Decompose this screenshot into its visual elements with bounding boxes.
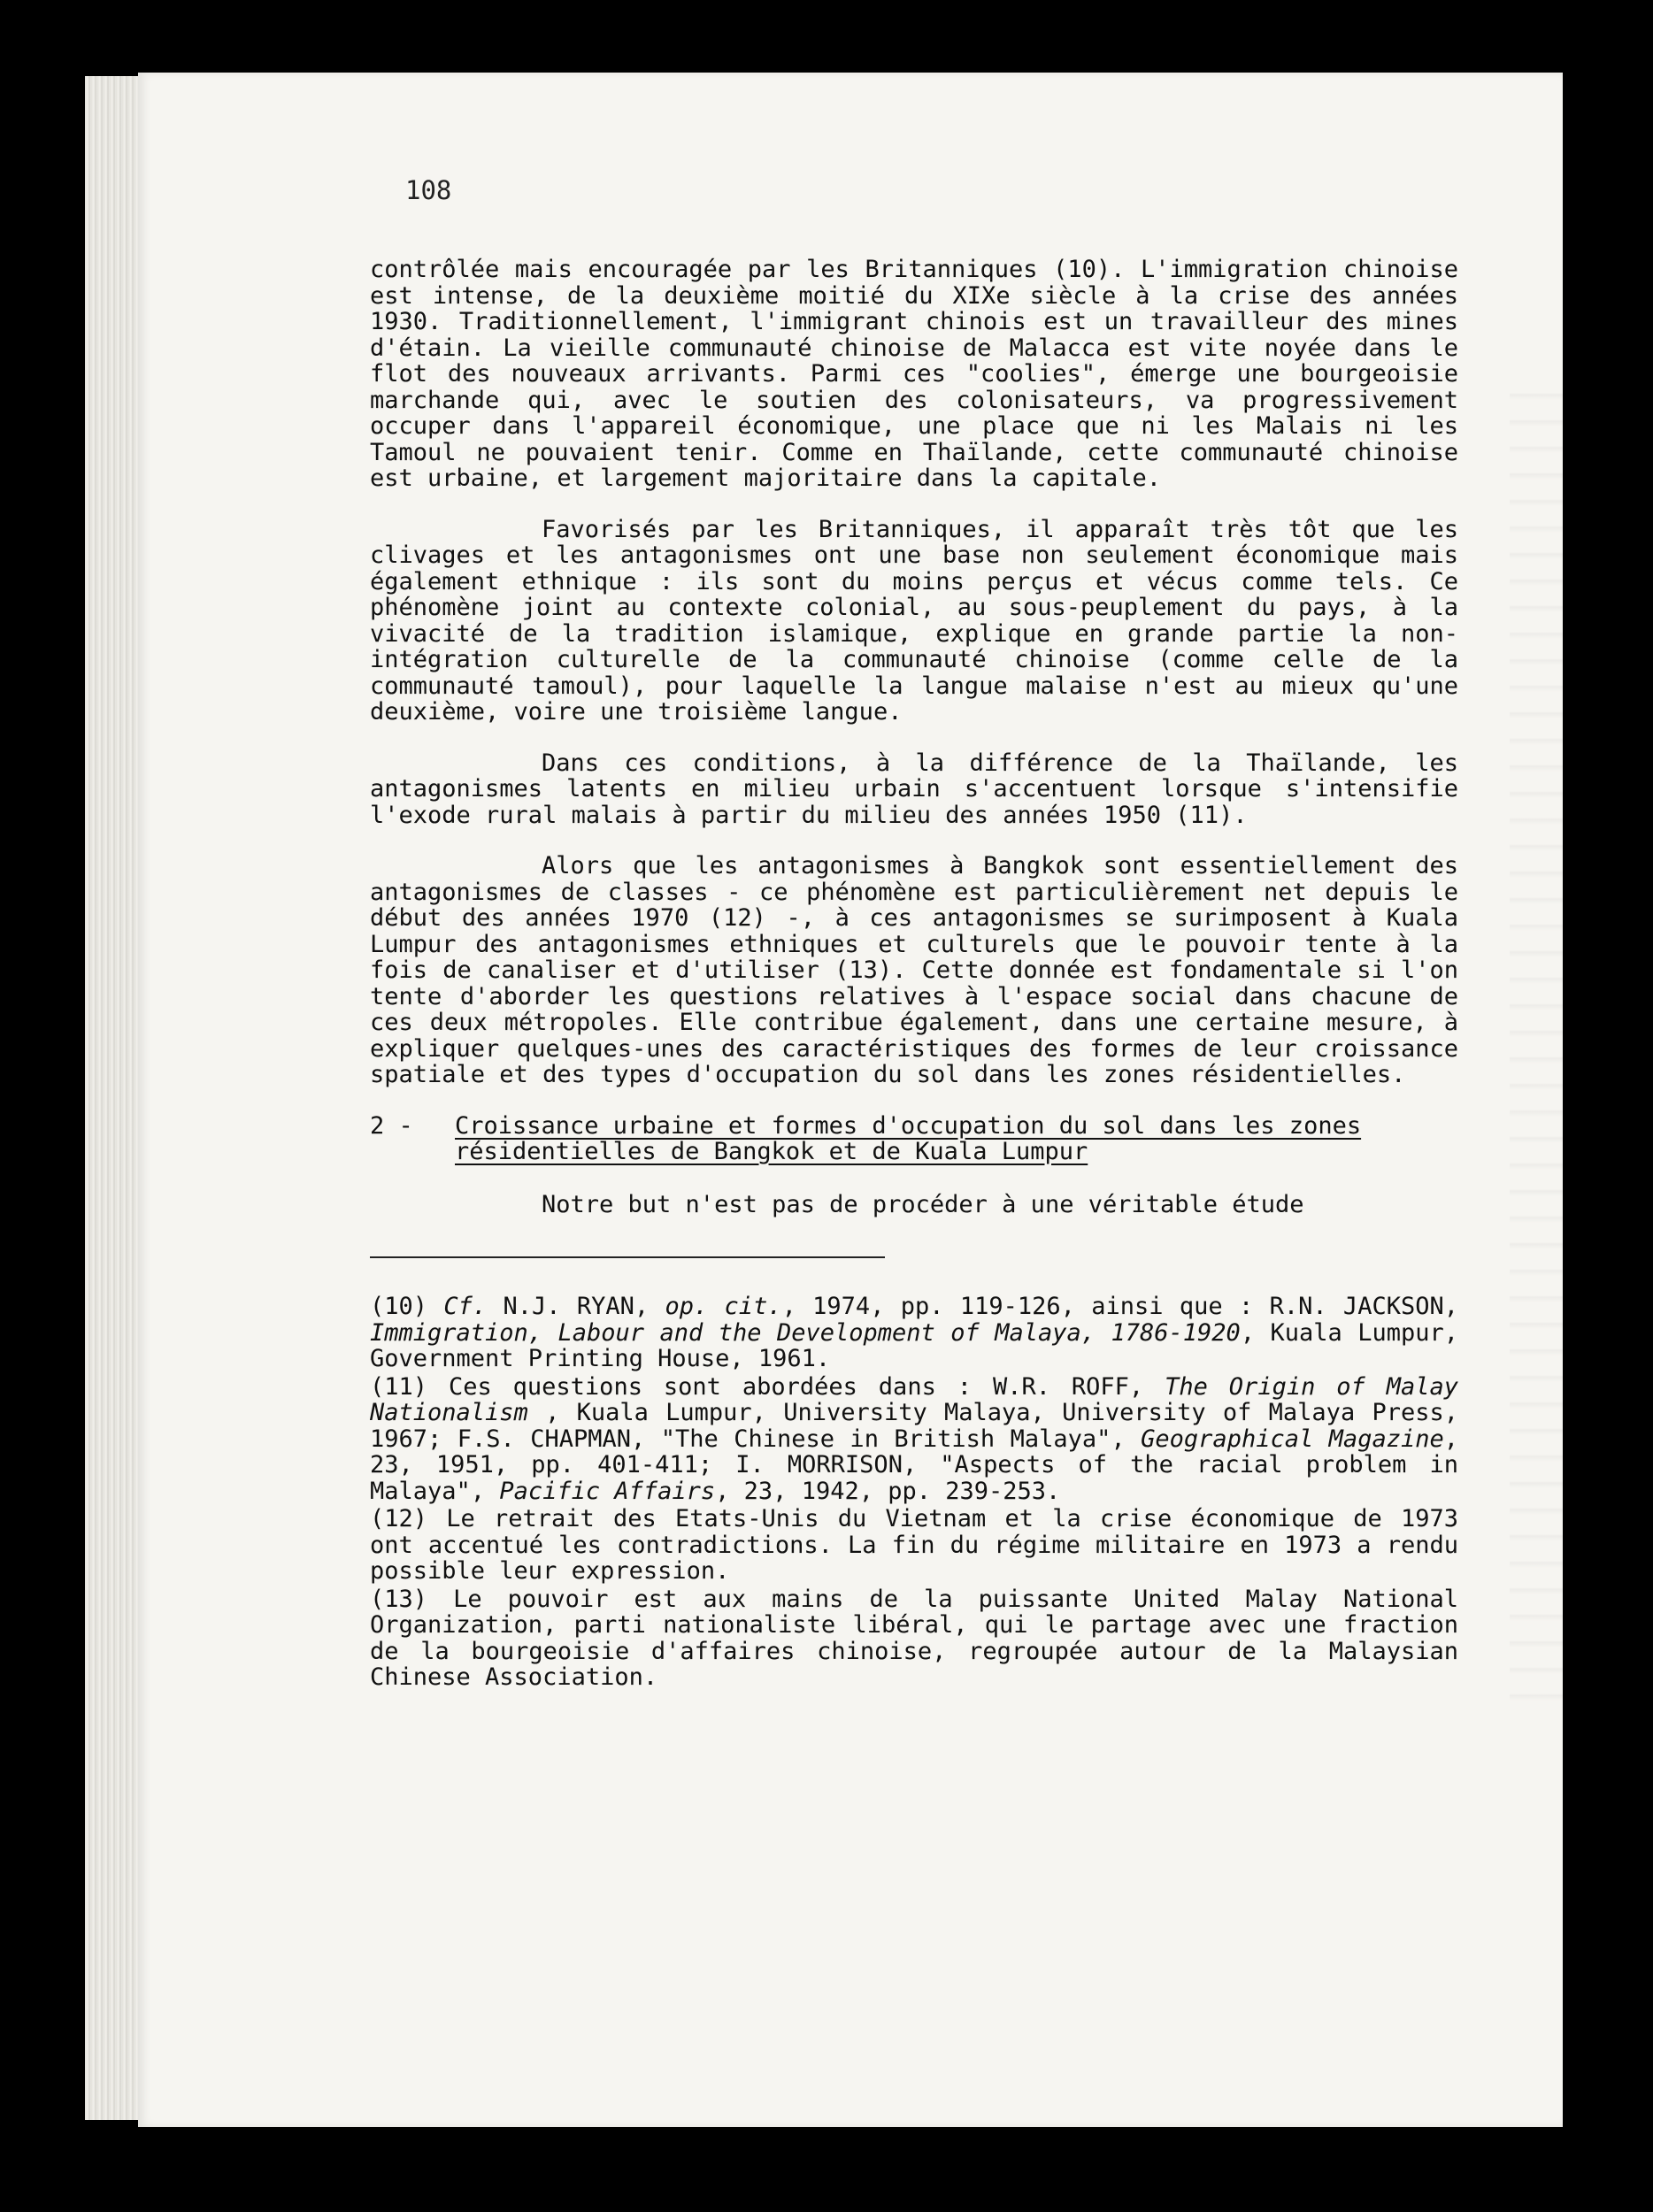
- footnote-10-cf: Cf.: [443, 1293, 488, 1320]
- paragraph-1: contrôlée mais encouragée par les Britanniques (10). L'immigration chinoise est intense, de la deuxième moitié du XIXe siècle à la crise des années 1930. Traditionnellement, l'immigrant chinois est un travailleur des mines d'étain. La vieille communauté chinoise de Malacca est vite noyée dans le flot des nouveaux arrivants. Parmi ces "coolies", émerge une bourgeoisie marchande qui, avec le soutien des colonisateurs, va progressivement occuper dans l'appareil économique, une place que ni les Malais ni les Tamoul ne pouvaient tenir. Comme en Thaïlande, cette communauté chinoise est urbaine, et largement majoritaire dans la capitale.: [370, 256, 1458, 492]
- paragraph-2: Favorisés par les Britanniques, il apparaît très tôt que les clivages et les antagonismes ont une base non seulement économique mais également ethnique : ils sont du moins perçus et vécus comme tels. Ce phénomène joint au contexte colonial, au sous-peuplement du pays, à la vivacité de la tradition islamique, explique en grande partie la non-intégration culturelle de la communauté chinoise (comme celle de la communauté tamoul), pour laquelle la langue malaise n'est au mieux qu'une deuxième, voire une troisième langue.: [370, 515, 1458, 726]
- page-number: 108: [405, 175, 452, 205]
- footnote-13: (13) Le pouvoir est aux mains de la puissante United Malay National Organization, parti nationaliste libéral, qui le partage avec une fraction de la bourgeoisie d'affaires chinoise, regroupée autour de la Malaysian Chinese Association.: [370, 1585, 1458, 1691]
- footnote-11-ref: , 23, 1951, pp. 401-411; I. MORRISON, "Aspects of the racial problem in Malaya",: [370, 1425, 1458, 1505]
- page-stack-edge: [85, 76, 145, 2120]
- footnote-10-author: N.J. RYAN,: [487, 1293, 665, 1320]
- bleed-through-shadow: [1510, 373, 1642, 1701]
- footnote-10-book-title: Immigration, Labour and the Development of Malaya, 1786-1920: [370, 1318, 1241, 1347]
- footnote-11-pages: , 23, 1942, pp. 239-253.: [715, 1477, 1061, 1505]
- paragraph-3: Dans ces conditions, à la différence de la Thaïlande, les antagonismes latents en milieu urbain s'accentuent lorsque s'intensifie l'exode rural malais à partir du milieu des années 1950 (11).: [370, 749, 1458, 829]
- footnote-10-pages: , 1974, pp. 119-126, ainsi que : R.N. JACKSON,: [781, 1293, 1458, 1320]
- footnote-10-opcit: op. cit.: [665, 1293, 782, 1320]
- footnote-separator: [370, 1256, 885, 1258]
- footnote-11-book-title: The Origin of Malay Nationalism: [370, 1372, 1458, 1426]
- footnote-11-journal-2: Pacific Affairs: [499, 1477, 716, 1505]
- footnote-10: [370, 1294, 1458, 1372]
- footnote-11-intro: (11) Ces questions sont abordées dans : W.R. ROFF,: [370, 1372, 1165, 1401]
- footnote-11: [370, 1374, 1458, 1505]
- footnote-11-publisher: , Kuala Lumpur, University Malaya, University of Malaya Press, 1967; F.S. CHAPMAN, "The Chinese in British Malaya",: [370, 1399, 1458, 1453]
- footnote-11-journal-1: Geographical Magazine: [1141, 1425, 1444, 1453]
- footnote-10-publisher: , Kuala Lumpur, Government Printing House, 1961.: [370, 1318, 1458, 1372]
- footnote-10-label: (10): [370, 1293, 444, 1320]
- footnote-12: (12) Le retrait des Etats-Unis du Vietnam et la crise économique de 1973 ont accentué les contradictions. La fin du régime militaire en 1973 a rendu possible leur expression.: [370, 1505, 1458, 1585]
- section-heading: [370, 1113, 1458, 1165]
- section-title: Croissance urbaine et formes d'occupation du sol dans les zones résidentielles de Bangkok et de Kuala Lumpur: [455, 1111, 1362, 1165]
- section-number: 2 -: [370, 1111, 413, 1140]
- paragraph-5: Notre but n'est pas de procéder à une véritable étude: [542, 1190, 1304, 1218]
- paragraph-4: Alors que les antagonismes à Bangkok sont essentiellement des antagonismes de classes - ce phénomène est particulièrement net depuis le début des années 1970 (12) -, à ces antagonismes se surimposent à Kuala Lumpur des antagonismes ethniques et culturels que le pouvoir tente à la fois de canaliser et d'utiliser (13). Cette donnée est fondamentale si l'on tente d'aborder les questions relatives à l'espace social dans chacune de ces deux métropoles. Elle contribue également, dans une certaine mesure, à expliquer quelques-unes des caractéristiques des formes de leur croissance spatiale et des types d'occupation du sol dans les zones résidentielles.: [370, 852, 1458, 1088]
- body-text: [370, 257, 1458, 1693]
